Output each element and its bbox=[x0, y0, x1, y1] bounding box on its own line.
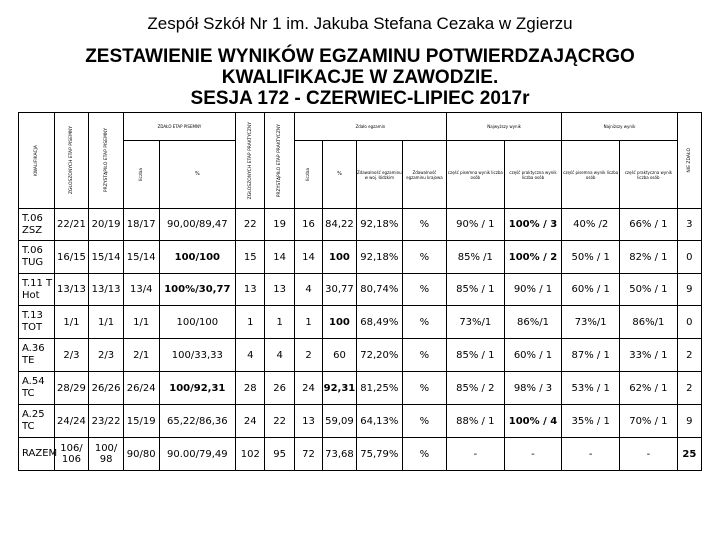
header-zdalo-egzamin: Zdało egzamin bbox=[294, 113, 446, 141]
header-przystapilo-pisemny: PRZYSTĄPIŁO ETAP PISEMNY bbox=[89, 113, 124, 209]
cell-zgloszonych-praktyczny: 28 bbox=[236, 372, 265, 405]
cell-zgloszonych-praktyczny: 24 bbox=[236, 405, 265, 438]
cell-przystapilo-praktyczny: 13 bbox=[265, 274, 294, 306]
table-row bbox=[19, 274, 702, 306]
cell-egzamin-liczba: 2 bbox=[294, 339, 322, 372]
cell-przystapilo-praktyczny: 1 bbox=[265, 306, 294, 339]
cell-zdawalnosc-woj: 68,49% bbox=[356, 306, 402, 339]
cell-najwyzszy-praktyczna: 98% / 3 bbox=[504, 372, 562, 405]
cell-egzamin-liczba: 14 bbox=[294, 241, 322, 274]
cell-zdalo-procent: 100%/30,77 bbox=[159, 274, 236, 306]
header-nie-zdalo: NIE ZDAŁO bbox=[677, 113, 701, 209]
cell-najwyzszy-pisemna: 73%/1 bbox=[446, 306, 504, 339]
cell-zgloszonych-praktyczny: 15 bbox=[236, 241, 265, 274]
cell-zdawalnosc-krajowa: % bbox=[402, 372, 446, 405]
cell-zdawalnosc-krajowa: % bbox=[402, 405, 446, 438]
header-zgloszonych-pisemny: ZGŁOSZONYCH ETAP PISEMNY bbox=[54, 113, 89, 209]
cell-najwyzszy-praktyczna: 86%/1 bbox=[504, 306, 562, 339]
cell-egzamin-liczba: 24 bbox=[294, 372, 322, 405]
cell-zgloszonych: 24/24 bbox=[54, 405, 89, 438]
cell-zdalo-procent: 100/92,31 bbox=[159, 372, 236, 405]
cell-zdawalnosc-krajowa: % bbox=[402, 209, 446, 241]
cell-kwalifikacja: T.06 TUG bbox=[19, 241, 55, 274]
cell-najwyzszy-pisemna: 85% / 1 bbox=[446, 339, 504, 372]
cell-zgloszonych-praktyczny: 1 bbox=[236, 306, 265, 339]
cell-zdalo-liczba: 1/1 bbox=[123, 306, 159, 339]
cell-najnizszy-pisemna: 60% / 1 bbox=[562, 274, 620, 306]
cell-egzamin-procent: 84,22 bbox=[323, 209, 357, 241]
cell-zdawalnosc-krajowa: % bbox=[402, 339, 446, 372]
cell-najnizszy-pisemna: 87% / 1 bbox=[562, 339, 620, 372]
cell-przystapilo-praktyczny: 14 bbox=[265, 241, 294, 274]
cell-zgloszonych: 22/21 bbox=[54, 209, 89, 241]
cell-nie-zdalo: 0 bbox=[677, 306, 701, 339]
cell-przystapilo: 23/22 bbox=[89, 405, 124, 438]
cell-przystapilo: 100/ 98 bbox=[89, 438, 124, 471]
cell-zdawalnosc-krajowa: % bbox=[402, 241, 446, 274]
report-title bbox=[0, 46, 720, 109]
cell-zdawalnosc-woj: 81,25% bbox=[356, 372, 402, 405]
cell-najwyzszy-pisemna: 88% / 1 bbox=[446, 405, 504, 438]
cell-zdawalnosc-woj: 72,20% bbox=[356, 339, 402, 372]
cell-najnizszy-pisemna: - bbox=[562, 438, 620, 471]
results-table bbox=[18, 112, 702, 471]
cell-przystapilo-praktyczny: 4 bbox=[265, 339, 294, 372]
cell-kwalifikacja: T.13 TOT bbox=[19, 306, 55, 339]
cell-przystapilo-praktyczny: 95 bbox=[265, 438, 294, 471]
cell-kwalifikacja: A.36 TE bbox=[19, 339, 55, 372]
header-kwalifikacja: KWALIFIKACJA bbox=[19, 113, 55, 209]
cell-przystapilo-praktyczny: 22 bbox=[265, 405, 294, 438]
school-title: Zespół Szkół Nr 1 im. Jakuba Stefana Cezaka w Zgierzu bbox=[147, 14, 573, 33]
cell-zgloszonych: 13/13 bbox=[54, 274, 89, 306]
cell-egzamin-procent: 73,68 bbox=[323, 438, 357, 471]
cell-nie-zdalo: 9 bbox=[677, 405, 701, 438]
cell-kwalifikacja: RAZEM bbox=[19, 438, 55, 471]
cell-zdalo-liczba: 90/80 bbox=[123, 438, 159, 471]
cell-egzamin-liczba: 1 bbox=[294, 306, 322, 339]
cell-najwyzszy-pisemna: 85% / 2 bbox=[446, 372, 504, 405]
cell-przystapilo-praktyczny: 19 bbox=[265, 209, 294, 241]
table-row bbox=[19, 306, 702, 339]
cell-najnizszy-praktyczna: 50% / 1 bbox=[620, 274, 678, 306]
header-procent: % bbox=[159, 141, 236, 209]
report-title-line: SESJA 172 - CZERWIEC-LIPIEC 2017r bbox=[190, 88, 530, 109]
cell-egzamin-procent: 100 bbox=[323, 306, 357, 339]
cell-nie-zdalo: 25 bbox=[677, 438, 701, 471]
header-przystapilo-praktyczny: PRZYSTĄPIŁO ETAP PRAKTYCZNY bbox=[265, 113, 294, 209]
cell-zdawalnosc-krajowa: % bbox=[402, 274, 446, 306]
cell-zdalo-liczba: 18/17 bbox=[123, 209, 159, 241]
cell-nie-zdalo: 0 bbox=[677, 241, 701, 274]
cell-zgloszonych-praktyczny: 102 bbox=[236, 438, 265, 471]
header-najnizszy-wynik: Najniższy wynik bbox=[562, 113, 677, 141]
cell-najnizszy-praktyczna: 82% / 1 bbox=[620, 241, 678, 274]
header-liczba: liczba bbox=[294, 141, 322, 209]
cell-zdalo-liczba: 2/1 bbox=[123, 339, 159, 372]
header-zdawalnosc-woj: Zdawalność egzaminu w woj. łódzkim bbox=[356, 141, 402, 209]
table-row bbox=[19, 339, 702, 372]
header-najwyzszy-pisemna: część pisemna wynik liczba osób bbox=[446, 141, 504, 209]
cell-zdawalnosc-krajowa: % bbox=[402, 438, 446, 471]
cell-zgloszonych-praktyczny: 13 bbox=[236, 274, 265, 306]
cell-najwyzszy-praktyczna: 90% / 1 bbox=[504, 274, 562, 306]
cell-zdalo-procent: 65,22/86,36 bbox=[159, 405, 236, 438]
table-row bbox=[19, 209, 702, 241]
cell-kwalifikacja: A.25 TC bbox=[19, 405, 55, 438]
cell-najnizszy-pisemna: 40% /2 bbox=[562, 209, 620, 241]
cell-najnizszy-praktyczna: 33% / 1 bbox=[620, 339, 678, 372]
cell-najwyzszy-pisemna: - bbox=[446, 438, 504, 471]
cell-zdawalnosc-woj: 80,74% bbox=[356, 274, 402, 306]
cell-egzamin-liczba: 4 bbox=[294, 274, 322, 306]
cell-najwyzszy-praktyczna: 60% / 1 bbox=[504, 339, 562, 372]
cell-egzamin-procent: 100 bbox=[323, 241, 357, 274]
cell-najwyzszy-praktyczna: - bbox=[504, 438, 562, 471]
cell-nie-zdalo: 9 bbox=[677, 274, 701, 306]
header-zgloszonych-praktyczny: ZGŁOSZONYCH ETAP PRAKTYCZNY bbox=[236, 113, 265, 209]
cell-zdalo-procent: 100/100 bbox=[159, 306, 236, 339]
header-najnizszy-praktyczna: część praktyczna wynik liczba osób bbox=[620, 141, 678, 209]
header-najnizszy-pisemna: część pisemna wynik liczba osób bbox=[562, 141, 620, 209]
cell-zdalo-procent: 100/100 bbox=[159, 241, 236, 274]
cell-przystapilo: 15/14 bbox=[89, 241, 124, 274]
cell-przystapilo-praktyczny: 26 bbox=[265, 372, 294, 405]
cell-zdalo-liczba: 15/14 bbox=[123, 241, 159, 274]
cell-najwyzszy-praktyczna: 100% / 4 bbox=[504, 405, 562, 438]
cell-zdalo-liczba: 15/19 bbox=[123, 405, 159, 438]
cell-zgloszonych: 106/ 106 bbox=[54, 438, 89, 471]
cell-zdawalnosc-woj: 92,18% bbox=[356, 241, 402, 274]
cell-najnizszy-praktyczna: 62% / 1 bbox=[620, 372, 678, 405]
cell-najwyzszy-pisemna: 85% / 1 bbox=[446, 274, 504, 306]
cell-zdalo-procent: 100/33,33 bbox=[159, 339, 236, 372]
cell-egzamin-liczba: 72 bbox=[294, 438, 322, 471]
cell-nie-zdalo: 2 bbox=[677, 372, 701, 405]
cell-kwalifikacja: A.54 TC bbox=[19, 372, 55, 405]
cell-najnizszy-praktyczna: 70% / 1 bbox=[620, 405, 678, 438]
cell-zdawalnosc-krajowa: % bbox=[402, 306, 446, 339]
header-liczba: liczba bbox=[123, 141, 159, 209]
cell-najnizszy-pisemna: 35% / 1 bbox=[562, 405, 620, 438]
header-zdawalnosc-krajowa: Zdawalność egzaminu krajowa bbox=[402, 141, 446, 209]
table-row bbox=[19, 405, 702, 438]
cell-najnizszy-praktyczna: - bbox=[620, 438, 678, 471]
cell-przystapilo: 20/19 bbox=[89, 209, 124, 241]
cell-przystapilo: 1/1 bbox=[89, 306, 124, 339]
cell-najwyzszy-pisemna: 90% / 1 bbox=[446, 209, 504, 241]
cell-najwyzszy-praktyczna: 100% / 2 bbox=[504, 241, 562, 274]
cell-najnizszy-pisemna: 53% / 1 bbox=[562, 372, 620, 405]
cell-egzamin-procent: 30,77 bbox=[323, 274, 357, 306]
cell-kwalifikacja: T.06 ZSZ bbox=[19, 209, 55, 241]
cell-zdawalnosc-woj: 64,13% bbox=[356, 405, 402, 438]
cell-zgloszonych: 1/1 bbox=[54, 306, 89, 339]
cell-kwalifikacja: T.11 T Hot bbox=[19, 274, 55, 306]
cell-zdalo-procent: 90.00/79,49 bbox=[159, 438, 236, 471]
cell-najwyzszy-praktyczna: 100% / 3 bbox=[504, 209, 562, 241]
cell-zdalo-liczba: 13/4 bbox=[123, 274, 159, 306]
cell-zdalo-liczba: 26/24 bbox=[123, 372, 159, 405]
cell-najwyzszy-pisemna: 85% /1 bbox=[446, 241, 504, 274]
cell-zgloszonych: 2/3 bbox=[54, 339, 89, 372]
cell-nie-zdalo: 2 bbox=[677, 339, 701, 372]
cell-przystapilo: 2/3 bbox=[89, 339, 124, 372]
cell-zgloszonych-praktyczny: 22 bbox=[236, 209, 265, 241]
cell-najnizszy-praktyczna: 66% / 1 bbox=[620, 209, 678, 241]
cell-egzamin-procent: 59,09 bbox=[323, 405, 357, 438]
report-title-line: ZESTAWIENIE WYNIKÓW EGZAMINU POTWIERDZAJĄCRGO bbox=[85, 46, 635, 67]
header-zdalo-pisemny: ZDAŁO ETAP PISEMNY bbox=[123, 113, 235, 141]
cell-zdalo-procent: 90,00/89,47 bbox=[159, 209, 236, 241]
cell-przystapilo: 26/26 bbox=[89, 372, 124, 405]
table-row-total bbox=[19, 438, 702, 471]
header-row bbox=[19, 113, 702, 141]
cell-zdawalnosc-woj: 75,79% bbox=[356, 438, 402, 471]
cell-nie-zdalo: 3 bbox=[677, 209, 701, 241]
cell-egzamin-procent: 92,31 bbox=[323, 372, 357, 405]
header-najwyzszy-wynik: Najwyższy wynik bbox=[446, 113, 561, 141]
cell-zgloszonych-praktyczny: 4 bbox=[236, 339, 265, 372]
cell-przystapilo: 13/13 bbox=[89, 274, 124, 306]
cell-najnizszy-pisemna: 73%/1 bbox=[562, 306, 620, 339]
table-row bbox=[19, 372, 702, 405]
cell-najnizszy-praktyczna: 86%/1 bbox=[620, 306, 678, 339]
header-procent: % bbox=[323, 141, 357, 209]
report-title-line: KWALIFIKACJE W ZAWODZIE. bbox=[221, 67, 499, 88]
cell-egzamin-liczba: 16 bbox=[294, 209, 322, 241]
cell-zgloszonych: 28/29 bbox=[54, 372, 89, 405]
cell-zgloszonych: 16/15 bbox=[54, 241, 89, 274]
header-najwyzszy-praktyczna: część praktyczna wynik liczba osób bbox=[504, 141, 562, 209]
cell-egzamin-liczba: 13 bbox=[294, 405, 322, 438]
cell-najnizszy-pisemna: 50% / 1 bbox=[562, 241, 620, 274]
cell-zdawalnosc-woj: 92,18% bbox=[356, 209, 402, 241]
table-row bbox=[19, 241, 702, 274]
cell-egzamin-procent: 60 bbox=[323, 339, 357, 372]
